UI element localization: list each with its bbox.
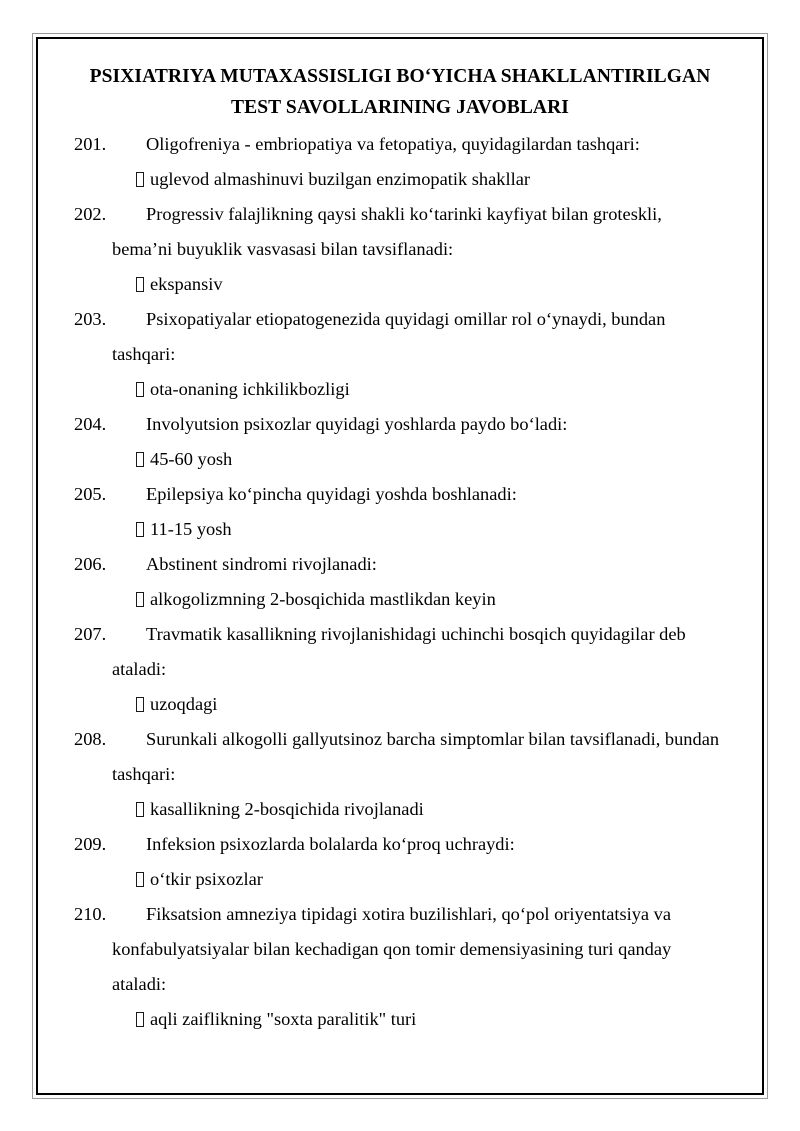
question-text: Oligofreniya - embriopatiya va fetopatiya, quyidagilardan tashqari:: [146, 134, 640, 154]
question-number: 206.: [74, 554, 107, 574]
answer-text: kasallikning 2-bosqichida rivojlanadi: [150, 799, 424, 819]
qa-item: [74, 407, 726, 477]
page-frame-inner: [36, 37, 764, 1095]
question-answer-list: [74, 127, 726, 1037]
answer-line: [74, 512, 726, 547]
qa-item: [74, 722, 726, 827]
question-line: [74, 722, 726, 792]
answer-line: [74, 442, 726, 477]
bullet-box-icon: [136, 522, 144, 537]
question-line: [74, 617, 726, 687]
page-title-line-2: TEST SAVOLLARINING JAVOBLARI: [231, 97, 569, 118]
answer-text: ota-onaning ichkilikbozligi: [150, 379, 350, 399]
document-content: [38, 39, 762, 1093]
question-number: 204.: [74, 414, 107, 434]
question-text: Infeksion psixozlarda bolalarda ko‘proq uchraydi:: [146, 834, 515, 854]
page-frame-outer: [32, 33, 768, 1099]
qa-item: [74, 827, 726, 897]
qa-item: [74, 197, 726, 302]
bullet-box-icon: [136, 452, 144, 467]
answer-line: [74, 1002, 726, 1037]
question-line: [74, 547, 726, 582]
qa-item: [74, 302, 726, 407]
answer-line: [74, 687, 726, 722]
question-line: [74, 897, 726, 1002]
question-text: Psixopatiyalar etiopatogenezida quyidagi omillar rol o‘ynaydi, bundan tashqari:: [112, 309, 666, 364]
answer-line: [74, 267, 726, 302]
answer-text: alkogolizmning 2-bosqichida mastlikdan keyin: [150, 589, 496, 609]
answer-line: [74, 162, 726, 197]
question-number: 202.: [74, 204, 107, 224]
question-line: [74, 477, 726, 512]
question-text: Abstinent sindromi rivojlanadi:: [146, 554, 377, 574]
question-number: 209.: [74, 834, 107, 854]
question-line: [74, 197, 726, 267]
qa-item: [74, 477, 726, 547]
question-number: 201.: [74, 134, 107, 154]
question-number: 205.: [74, 484, 107, 504]
bullet-box-icon: [136, 1012, 144, 1027]
bullet-box-icon: [136, 382, 144, 397]
answer-line: [74, 582, 726, 617]
answer-text: uzoqdagi: [150, 694, 218, 714]
question-number: 203.: [74, 309, 107, 329]
page-title-line-1: PSIXIATRIYA MUTAXASSISLIGI BO‘YICHA SHAKLLANTIRILGAN: [89, 66, 711, 87]
answer-text: uglevod almashinuvi buzilgan enzimopatik shakllar: [150, 169, 530, 189]
question-text: Progressiv falajlikning qaysi shakli ko‘tarinki kayfiyat bilan groteskli, bema’ni buyuklik vasvasasi bilan tavsiflanadi:: [112, 204, 662, 259]
bullet-box-icon: [136, 802, 144, 817]
answer-text: ekspansiv: [150, 274, 223, 294]
page-title: [74, 61, 726, 123]
question-number: 208.: [74, 729, 107, 749]
question-line: [74, 302, 726, 372]
qa-item: [74, 547, 726, 617]
bullet-box-icon: [136, 872, 144, 887]
question-number: 207.: [74, 624, 107, 644]
question-text: Involyutsion psixozlar quyidagi yoshlarda paydo bo‘ladi:: [146, 414, 568, 434]
qa-item: [74, 617, 726, 722]
question-text: Epilepsiya ko‘pincha quyidagi yoshda boshlanadi:: [146, 484, 517, 504]
answer-line: [74, 862, 726, 897]
answer-text: 11-15 yosh: [150, 519, 232, 539]
question-text: Fiksatsion amneziya tipidagi xotira buzilishlari, qo‘pol oriyentatsiya va konfabulyatsiyalar bilan kechadigan qon tomir demensiyasining turi qanday ataladi:: [112, 904, 672, 994]
bullet-box-icon: [136, 277, 144, 292]
answer-text: 45-60 yosh: [150, 449, 233, 469]
answer-line: [74, 792, 726, 827]
question-text: Surunkali alkogolli gallyutsinoz barcha simptomlar bilan tavsiflanadi, bundan tashqari:: [112, 729, 720, 784]
question-text: Travmatik kasallikning rivojlanishidagi uchinchi bosqich quyidagilar deb ataladi:: [112, 624, 686, 679]
answer-text: o‘tkir psixozlar: [150, 869, 263, 889]
bullet-box-icon: [136, 592, 144, 607]
question-line: [74, 827, 726, 862]
question-number: 210.: [74, 904, 107, 924]
answer-line: [74, 372, 726, 407]
question-line: [74, 407, 726, 442]
qa-item: [74, 897, 726, 1037]
question-line: [74, 127, 726, 162]
answer-text: aqli zaiflikning "soxta paralitik" turi: [150, 1009, 417, 1029]
bullet-box-icon: [136, 172, 144, 187]
qa-item: [74, 127, 726, 197]
bullet-box-icon: [136, 697, 144, 712]
